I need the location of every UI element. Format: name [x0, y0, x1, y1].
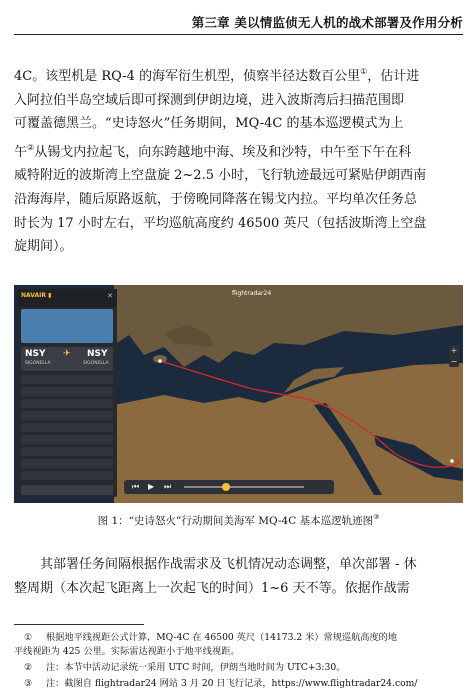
info-row: [21, 399, 113, 408]
footnote-2: [14, 661, 463, 675]
p1-line4b: 从锡戈内拉起飞，向东跨越地中海、埃及和沙特，中午至下午在科: [34, 144, 412, 160]
destination-city: SIGONELLA: [83, 361, 109, 366]
plane-icon: ✈: [63, 349, 71, 359]
p1-line2: 入阿拉伯半岛空域后即可探测到伊朗边境，进入波斯湾后扫描范围即: [14, 92, 405, 108]
zoom-out-icon[interactable]: −: [450, 357, 458, 366]
caption-footnote-ref: ③: [373, 513, 380, 521]
info-row: [21, 447, 113, 456]
figure-caption: [14, 513, 463, 528]
p1-line1: 4C。该型机是 RQ-4 的海军衍生机型，侦察半径达数百公里: [14, 69, 361, 84]
p1-line5: 威特附近的波斯湾上空盘旋 2~2.5 小时，飞行轨迹最远可紧贴伊朗西南: [14, 168, 427, 184]
turn-marker: [450, 459, 454, 463]
footnote-rule: [14, 624, 144, 625]
info-row: [21, 471, 113, 480]
footnote-3: [14, 677, 463, 691]
flight-info-sidebar: [17, 289, 117, 497]
playback-handle[interactable]: [222, 483, 230, 491]
footnote-text: 根据地平线视距公式计算，MQ-4C 在 46500 英尺（14173.2 米）常规巡航高度的地: [46, 632, 398, 643]
flight-map-screenshot: [14, 285, 463, 503]
info-row: [21, 411, 113, 420]
aircraft-photo-placeholder: [21, 309, 113, 343]
p1-line8: 旋期间）。: [14, 239, 73, 255]
play-icon[interactable]: ▶: [148, 482, 155, 491]
info-row: [21, 435, 113, 444]
origin-marker: [158, 359, 162, 363]
p1-line4a: 午: [14, 144, 28, 160]
p1-line3: 可覆盖德黑兰。“史诗怒火”任务期间，MQ-4C 的基本巡逻模式为上: [14, 116, 404, 132]
p1-line1b: ，估计进: [367, 69, 420, 84]
origin-city: SIGONELLA: [25, 361, 51, 366]
forward-icon[interactable]: ⏭: [164, 482, 172, 491]
footnote-ref-2: ②: [27, 142, 35, 152]
route-summary: [21, 347, 113, 371]
close-icon[interactable]: ✕: [107, 292, 113, 300]
playback-bar[interactable]: [124, 480, 334, 494]
info-row: [21, 387, 113, 396]
sidebar-topbar: [17, 289, 117, 307]
p2-line1: 其部署任务间隔根据作战需求及飞机情况动态调整，单次部署 - 休: [40, 557, 417, 572]
info-row: [21, 423, 113, 432]
info-row: [21, 375, 113, 384]
footnote-1: [14, 631, 463, 645]
destination-code: NSY: [87, 349, 108, 359]
zoom-in-icon[interactable]: +: [450, 346, 458, 355]
header-rule: [14, 34, 463, 35]
footnote-num: ②: [24, 662, 33, 673]
sidebar-action-bar[interactable]: [21, 485, 113, 495]
zoom-control[interactable]: [449, 345, 459, 367]
footnote-1-cont: [14, 645, 463, 659]
caption-text: 图 1：“史诗怒火”行动期间美海军 MQ-4C 基本巡逻轨迹图: [97, 515, 374, 527]
p1-line6: 沿海海岸，随后原路返航，于傍晚同降落在锡戈内拉。平均单次任务总: [14, 191, 418, 207]
p2-line2: 整周期（本次起飞距离上一次起飞的时间）1~6 天不等。依据作战需: [14, 580, 410, 596]
footnote-ref-1: ①: [360, 67, 368, 76]
footnote-text: 注：本节中活动记录统一采用 UTC 时间，伊朗当地时间为 UTC+3:30。: [46, 662, 346, 673]
footnote-num: ③: [24, 678, 33, 689]
paragraph-1: [14, 60, 463, 259]
flightradar-brand: flightradar24: [232, 290, 272, 297]
footnote-text: 平线视距为 425 公里。实际雷达视距小于地平线视距。: [14, 646, 240, 657]
p1-line7: 时长为 17 小时左右，平均巡航高度约 46500 英尺（包括波斯湾上空盘: [14, 215, 427, 231]
chapter-header: 第三章 美以情监侦无人机的战术部署及作用分析: [191, 15, 463, 30]
footnote-num: ①: [24, 632, 33, 643]
playback-track[interactable]: [184, 486, 304, 488]
sidebar-logo: NAVAIR ▮: [21, 292, 52, 299]
origin-code: NSY: [25, 349, 46, 359]
rewind-icon[interactable]: ⏮: [132, 482, 140, 491]
paragraph-2: [14, 553, 463, 600]
footnote-text: 注：截图自 flightradar24 网站 3 月 20 日飞行记录，https://www.flightradar24.com/: [46, 678, 418, 689]
info-row: [21, 459, 113, 468]
